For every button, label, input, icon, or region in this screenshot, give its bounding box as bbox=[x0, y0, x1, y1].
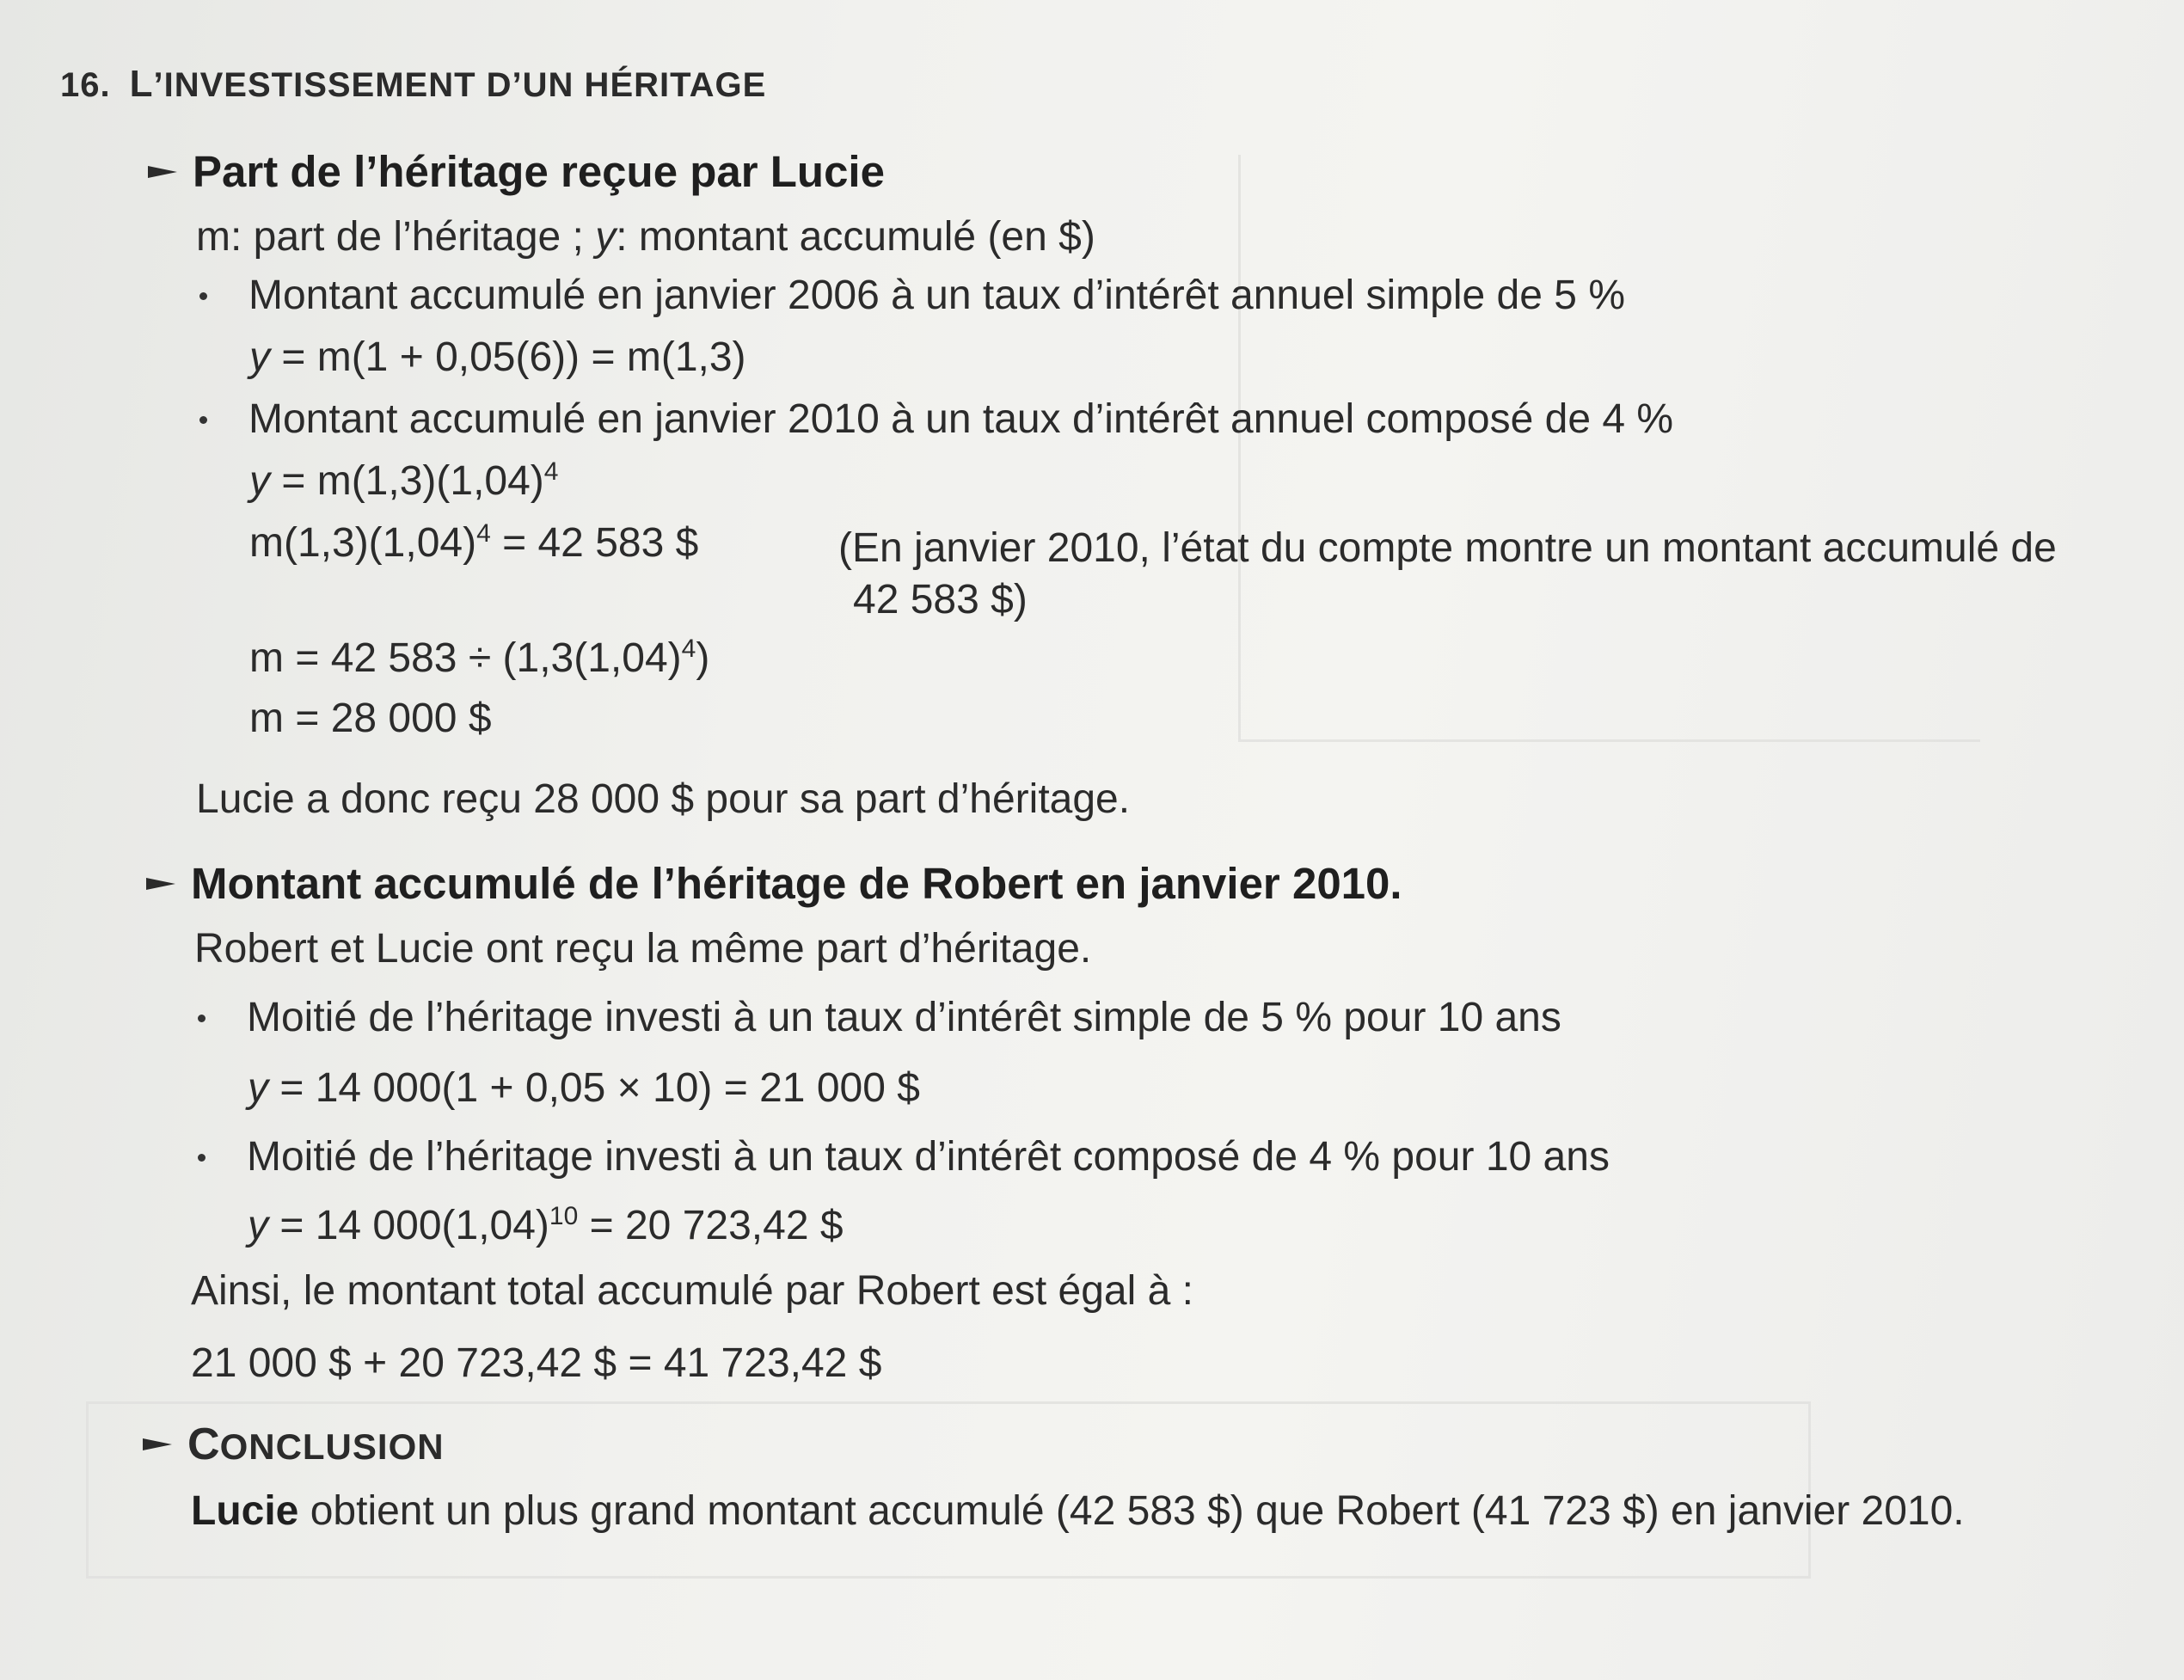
note-text: 42 583 $) bbox=[853, 577, 1028, 622]
problem-title: 16. L’INVESTISSEMENT D’UN HÉRITAGE bbox=[60, 63, 767, 105]
equation: y = m(1 + 0,05(6)) = m(1,3) bbox=[249, 334, 746, 380]
equation: m = 28 000 $ bbox=[249, 696, 492, 741]
bullet-item: Moitié de l’héritage investi à un taux d’intérêt composé de 4 % pour 10 ans bbox=[198, 1133, 1610, 1180]
bleed-through-graph bbox=[1238, 155, 1980, 742]
equation: y = 14 $000(1,04)^{10} = 20$ 723,42 $ bbox=[248, 1202, 844, 1248]
variables-definition: m: part de l’héritage ; y: montant accumulé (en $) bbox=[196, 214, 1095, 260]
final-conclusion: Lucie obtient un plus grand montant accumulé (42 583 $) que Robert (41 723 $) en janvier 2010. bbox=[191, 1488, 1965, 1534]
bullet-dot-icon bbox=[199, 292, 207, 300]
bullet-item: Moitié de l’héritage investi à un taux d’intérêt simple de 5 % pour 10 ans bbox=[198, 994, 1561, 1041]
equation: $y = m(1,3)(1,04)^4$ bbox=[249, 457, 559, 504]
equation: m = 42 $583 \div (1,3(1,04)^4)$ bbox=[249, 635, 710, 681]
arrow-bullet-icon bbox=[143, 1438, 172, 1450]
arrow-bullet-icon bbox=[148, 166, 177, 178]
equation: $m(1,3)(1,04)^4 = 42$ 583 $ bbox=[249, 519, 699, 566]
section-heading-robert: Montant accumulé de l’héritage de Robert en janvier 2010. bbox=[146, 858, 1402, 909]
bullet-item: Montant accumulé en janvier 2010 à un taux d’intérêt annuel composé de 4 % bbox=[199, 395, 1673, 443]
section-heading-lucie: Part de l’héritage reçue par Lucie bbox=[148, 146, 885, 197]
bullet-dot-icon bbox=[198, 1015, 206, 1022]
bullet-dot-icon bbox=[198, 1154, 206, 1162]
bullet-dot-icon bbox=[199, 416, 207, 424]
section-heading-conclusion: CONCLUSION bbox=[143, 1419, 445, 1470]
paragraph: Ainsi, le montant total accumulé par Robert est égal à : bbox=[191, 1268, 1193, 1314]
arrow-bullet-icon bbox=[146, 878, 175, 890]
bullet-item: Montant accumulé en janvier 2006 à un taux d’intérêt annuel simple de 5 % bbox=[199, 272, 1625, 319]
paragraph: Robert et Lucie ont reçu la même part d’héritage. bbox=[194, 926, 1092, 972]
note-text: (En janvier 2010, l’état du compte montre un montant accumulé de bbox=[838, 525, 2057, 571]
equation: y = 14 000(1 + 0,05 × 10) = 21 000 $ bbox=[248, 1065, 920, 1111]
equation: 21 000 $ + 20 723,42 $ = 41 723,42 $ bbox=[191, 1340, 882, 1386]
section-conclusion: Lucie a donc reçu 28 000 $ pour sa part d’héritage. bbox=[196, 776, 1131, 822]
problem-number: 16. bbox=[60, 66, 111, 104]
